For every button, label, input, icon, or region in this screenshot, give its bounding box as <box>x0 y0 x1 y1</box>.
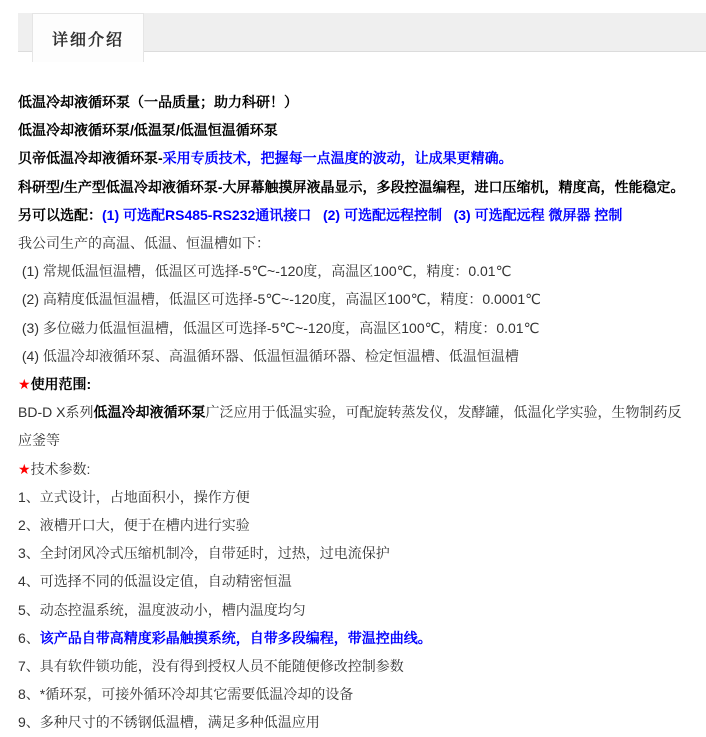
tab-bar <box>18 13 706 52</box>
text-run: 科研型/生产型低温冷却液循环泵-大屏幕触摸屏液晶显示，多段控温编程，进口压缩机，精度高，性能稳定。 <box>18 178 685 195</box>
text-run: (1) 可选配RS485-RS232通讯接口 (2) 可选配远程控制 (3) 可选配远程 微屏器 控制 <box>102 206 623 223</box>
paragraph <box>18 342 690 370</box>
text-run: (3) 多位磁力低温恒温槽，低温区可选择-5℃~-120度，高温区100℃，精度：0.01℃ <box>18 319 540 336</box>
text-run: (4) 低温冷却液循环泵、高温循环器、低温恒温循环器、检定恒温槽、低温恒温槽 <box>18 347 519 364</box>
text-run: 该产品自带高精度彩晶触摸系统，自带多段编程，带温控曲线。 <box>39 629 432 646</box>
paragraph <box>18 596 690 624</box>
product-description <box>0 52 706 737</box>
paragraph <box>18 314 690 342</box>
text-run: BD-D X系列 <box>18 404 94 421</box>
text-run: 我公司生产的高温、低温、恒温槽如下： <box>18 235 270 252</box>
text-run: 9、多种尺寸的不锈钢低温槽，满足多种低温应用 <box>18 714 320 731</box>
text-run: 低温冷却液循环泵 <box>93 404 206 421</box>
text-run: 1、立式设计，占地面积小，操作方便 <box>18 488 250 505</box>
paragraph <box>18 285 690 313</box>
text-run: 低温冷却液循环泵（一品质量；助力科研！） <box>18 94 298 110</box>
paragraph <box>18 257 690 285</box>
text-run: 贝帝低温冷却液循环泵- <box>18 150 163 167</box>
paragraph <box>18 116 690 144</box>
text-run: 广泛应用于低温实验，可配旋转蒸发仪，发酵罐，低温化学实验，生物制药反应釜等 <box>18 404 682 449</box>
text-run: 4、可选择不同的低温设定值，自动精密恒温 <box>18 573 292 590</box>
text-run: 6、 <box>18 629 40 646</box>
text-run: 5、动态控温系统，温度波动小，槽内温度均匀 <box>18 601 306 618</box>
text-run: (2) 高精度低温恒温槽，低温区可选择-5℃~-120度，高温区100℃，精度：0.0001℃ <box>18 291 541 308</box>
text-run: 8、*循环泵，可接外循环冷却其它需要低温冷却的设备 <box>18 686 354 703</box>
paragraph <box>18 398 690 454</box>
text-run: 技术参数: <box>30 460 91 477</box>
paragraph <box>18 680 690 708</box>
paragraph <box>18 511 690 539</box>
paragraph <box>18 201 690 229</box>
star-icon: ★ <box>18 376 31 393</box>
tab-detail-introduction[interactable]: 详细介绍 <box>32 13 144 62</box>
paragraph <box>18 539 690 567</box>
paragraph <box>18 483 690 511</box>
paragraph <box>18 229 690 257</box>
text-run: 另可以选配： <box>18 206 102 223</box>
paragraph <box>18 88 690 116</box>
text-run: 7、具有软件锁功能，没有得到授权人员不能随便修改控制参数 <box>18 658 404 675</box>
paragraph <box>18 455 690 483</box>
text-run: 3、全封闭风冷式压缩机制冷，自带延时，过热，过电流保护 <box>18 545 390 562</box>
paragraph <box>18 652 690 680</box>
text-run: 低温冷却液循环泵/低温泵/低温恒温循环泵 <box>18 122 278 139</box>
paragraph <box>18 173 690 201</box>
paragraph <box>18 624 690 652</box>
paragraph <box>18 567 690 595</box>
text-run: 2、液槽开口大，便于在槽内进行实验 <box>18 517 250 534</box>
paragraph <box>18 708 690 736</box>
text-run: 使用范围: <box>30 376 92 393</box>
paragraph <box>18 370 690 398</box>
text-run: (1) 常规低温恒温槽，低温区可选择-5℃~-120度，高温区100℃，精度：0.01℃ <box>18 263 512 280</box>
text-run: 采用专质技术，把握每一点温度的波动，让成果更精确。 <box>162 150 513 167</box>
paragraph <box>18 144 690 172</box>
star-icon: ★ <box>18 460 31 477</box>
